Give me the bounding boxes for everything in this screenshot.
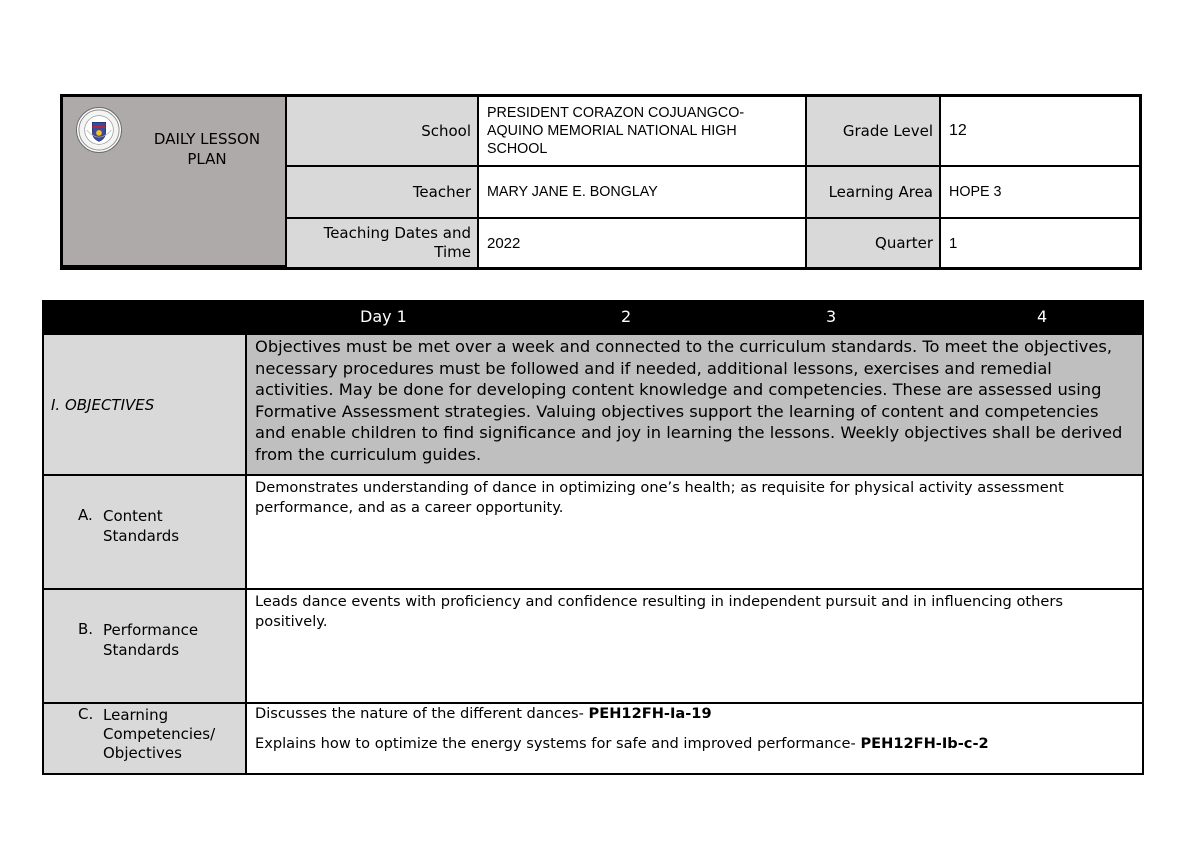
competencies-row — [44, 702, 1142, 773]
competency-2 — [255, 734, 1134, 754]
header-table — [60, 94, 1142, 270]
deped-seal-icon — [76, 107, 122, 153]
school-value: PRESIDENT CORAZON COJUANGCO-AQUINO MEMORIAL NATIONAL HIGH SCHOOL — [479, 97, 807, 167]
performance-standards-num: B. — [78, 620, 94, 638]
teaching-dates-value: 2022 — [479, 219, 807, 267]
dlp-title: DAILY LESSON PLAN — [153, 130, 261, 168]
performance-standards-label — [44, 590, 247, 702]
quarter-label: Quarter — [807, 219, 941, 267]
objectives-label: I. OBJECTIVES — [44, 335, 247, 474]
content-standards-label-line2: Standards — [103, 527, 180, 545]
competency-2-text: Explains how to optimize the energy systems for safe and improved performance- — [255, 735, 861, 752]
day-3-header: 3 — [826, 307, 837, 326]
competencies-label — [44, 704, 247, 773]
content-standards-num: A. — [78, 506, 93, 524]
competency-1-code: PEH12FH-Ia-19 — [588, 705, 712, 722]
competency-1 — [255, 704, 1134, 724]
grade-level-value: 12 — [941, 97, 1139, 167]
performance-standards-label-line2: Standards — [103, 641, 180, 659]
logo-cell — [63, 97, 287, 267]
teacher-label: Teacher — [287, 167, 479, 219]
content-standards-label — [44, 476, 247, 588]
day-1-header: Day 1 — [360, 307, 407, 326]
competencies-label-line2: Competencies/ — [103, 725, 216, 743]
performance-standards-label-line1: Performance — [103, 621, 199, 639]
competency-1-text: Discusses the nature of the different dances- — [255, 705, 589, 722]
competency-2-code: PEH12FH-Ib-c-2 — [860, 735, 989, 752]
objectives-row — [44, 333, 1142, 474]
content-standards-row — [44, 474, 1142, 588]
grade-level-label: Grade Level — [807, 97, 941, 167]
day-header-bar — [44, 302, 1142, 333]
day-4-header: 4 — [1037, 307, 1048, 326]
learning-area-value: HOPE 3 — [941, 167, 1139, 219]
content-standards-label-line1: Content — [103, 507, 163, 525]
learning-area-label: Learning Area — [807, 167, 941, 219]
performance-standards-text: Leads dance events with proficiency and confidence resulting in independent pursuit and in influencing others positively. — [255, 593, 1063, 630]
objectives-text: Objectives must be met over a week and connected to the curriculum standards. To meet the objectives, necessary procedures must be followed and if needed, additional lessons, exercises and remedial activities. May be done for developing content knowledge and competencies. These are assessed using Formative Assessment strategies. Valuing objectives support the learning of content and competencies and enable children to find significance and joy in learning the lessons. Weekly objectives shall be derived from the curriculum guides. — [247, 335, 1142, 474]
lesson-table — [42, 300, 1144, 775]
performance-standards-row — [44, 588, 1142, 702]
competencies-label-line3: Objectives — [103, 744, 182, 762]
content-standards-text: Demonstrates understanding of dance in optimizing one’s health; as requisite for physical activity assessment performance, and as a career opportunity. — [255, 479, 1064, 516]
day-2-header: 2 — [621, 307, 632, 326]
quarter-value: 1 — [949, 234, 958, 252]
competencies-label-line1: Learning — [103, 706, 169, 724]
teacher-value: MARY JANE E. BONGLAY — [479, 167, 807, 219]
teaching-dates-label: Teaching Dates and Time — [287, 219, 479, 267]
school-label: School — [287, 97, 479, 167]
competencies-num: C. — [78, 705, 94, 723]
competencies-text — [247, 704, 1142, 773]
